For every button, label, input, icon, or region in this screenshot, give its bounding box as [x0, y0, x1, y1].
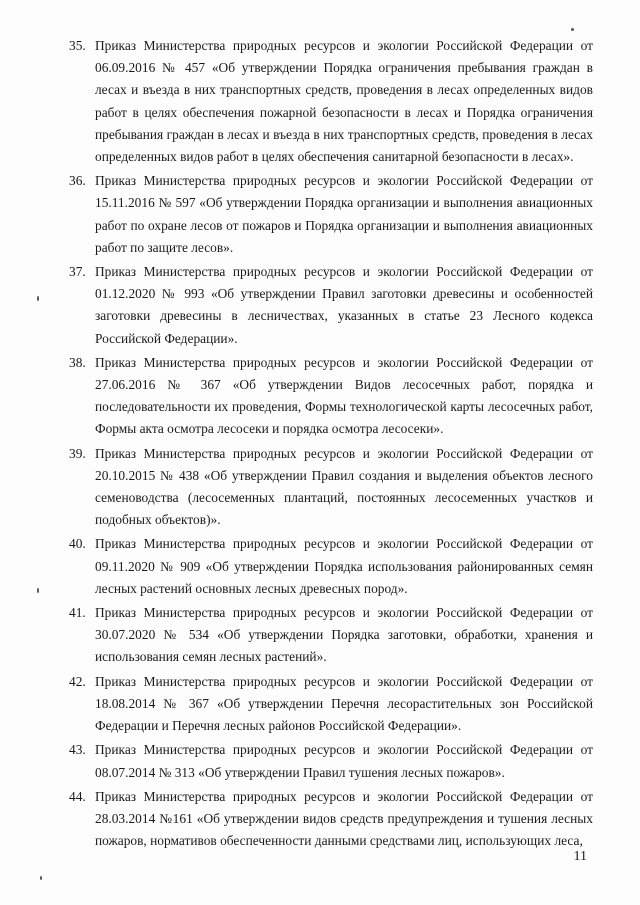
scan-dot [37, 296, 39, 301]
item-text: Приказ Министерства природных ресурсов и экологии Российской Федерации от 06.09.2016 № 457 «Об утверждении Порядка ограничения пребывания граждан в лесах и въезда в них транспортных средств, проведения в лесах определенных видов работ в целях обеспечения пожарной безопасности в лесах и Порядка ограничения пребывания граждан в лесах и въезда в них транспортных средств, проведения в лесах определенных видов работ в целях обеспечения санитарной безопасности в лесах». [95, 38, 593, 165]
list-item [69, 443, 593, 532]
item-text: Приказ Министерства природных ресурсов и экологии Российской Федерации от 30.07.2020 № 534 «Об утверждении Порядка заготовки, обработки, хранения и использования семян лесных растений». [95, 605, 593, 665]
item-number: 36. [69, 173, 86, 189]
scan-dot [571, 28, 574, 31]
item-number: 44. [69, 788, 86, 804]
list-item [69, 261, 593, 350]
item-number: 43. [69, 742, 86, 758]
list-item [69, 533, 593, 600]
item-text: Приказ Министерства природных ресурсов и экологии Российской Федерации от 18.08.2014 № 367 «Об утверждении Перечня лесорастительных зон Российской Федерации и Перечня лесных районов Российской Федерации». [95, 673, 593, 734]
list-item [69, 739, 593, 783]
scan-dot [40, 876, 42, 880]
item-number: 35. [69, 38, 86, 53]
item-text: Приказ Министерства природных ресурсов и экологии Российской Федерации от 15.11.2016 № 597 «Об утверждении Порядка организации и выполнения авиационных работ по охране лесов от пожаров и Порядка организации и выполнения авиационных работ по защите лесов». [95, 173, 593, 255]
list-item [69, 35, 593, 168]
item-number: 42. [69, 673, 86, 689]
item-text: Приказ Министерства природных ресурсов и экологии Российской Федерации от 08.07.2014 № 313 «Об утверждении Правил тушения лесных пожаров». [95, 742, 593, 780]
item-number: 40. [69, 536, 86, 552]
list-item [69, 602, 593, 669]
list-item [69, 170, 593, 259]
item-number: 37. [69, 264, 86, 280]
item-text: Приказ Министерства природных ресурсов и экологии Российской Федерации от 28.03.2014 №161 «Об утверждении видов средств предупреждения и тушения лесных пожаров, нормативов обеспеченности данными средствами лиц, использующих леса, [95, 788, 593, 849]
item-text: Приказ Министерства природных ресурсов и экологии Российской Федерации от 20.10.2015 № 438 «Об утверждении Правил создания и выделения объектов лесного семеноводства (лесосеменных плантаций, постоянных лесосеменных участков и подобных объектов)». [95, 445, 593, 528]
list-item [69, 786, 593, 853]
item-number: 38. [69, 354, 86, 370]
regulations-list [69, 35, 593, 852]
item-number: 39. [69, 445, 86, 461]
list-item [69, 671, 593, 738]
item-text: Приказ Министерства природных ресурсов и экологии Российской Федерации от 09.11.2020 № 909 «Об утверждении Порядка использования районированных семян лесных растений основных лесных древесных пород». [95, 536, 593, 596]
scan-dot [37, 588, 39, 593]
item-number: 41. [69, 605, 86, 621]
item-text: Приказ Министерства природных ресурсов и экологии Российской Федерации от 27.06.2016 № 367 «Об утверждении Видов лесосечных работ, порядка и последовательности их проведения, Формы технологической карты лесосечных работ, Формы акта осмотра лесосеки и порядка осмотра лесосеки». [95, 354, 593, 437]
item-text: Приказ Министерства природных ресурсов и экологии Российской Федерации от 01.12.2020 № 993 «Об утверждении Правил заготовки древесины и особенностей заготовки древесины в лесничествах, указанных в статье 23 Лесного кодекса Российской Федерации». [95, 264, 593, 346]
page-number: 11 [573, 849, 587, 864]
list-item [69, 352, 593, 441]
